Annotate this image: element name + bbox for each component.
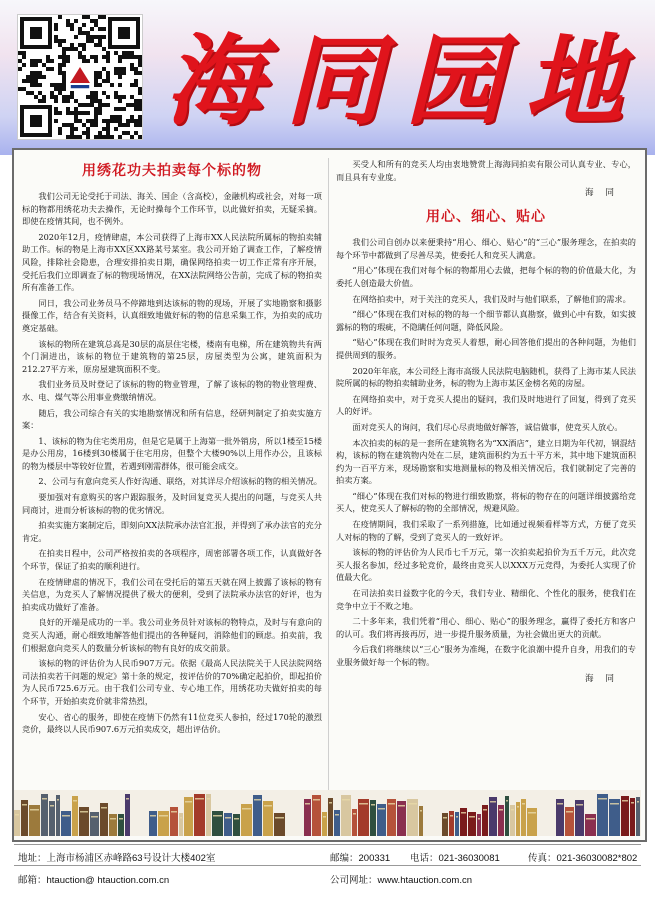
book-spine <box>334 810 340 836</box>
right-paragraph: 在司法拍卖日益数字化的今天，我们专业、精细化、个性化的服务，使我们在竞争中立于不败之地。 <box>336 588 636 611</box>
book-spine <box>387 799 396 836</box>
book-band <box>490 801 496 803</box>
book-band <box>57 799 59 801</box>
book-spine <box>90 812 99 836</box>
right-paragraph: 2020年年底，本公司经上海市高级人民法院电脑随机，获得了上海市某人民法院所属的标的物拍卖辅助业务，标的物为上海市某区金榜名苑的房屋。 <box>336 365 636 389</box>
left-paragraph: 在拍卖日程中，公司严格按拍卖的各项程序，周密部署各项工作，认真做好各个环节，保证了拍卖的顺利进行。 <box>22 548 322 572</box>
book-band <box>323 816 326 818</box>
right-article-body <box>336 236 636 668</box>
book-spine <box>636 797 640 836</box>
book-band <box>73 800 77 802</box>
book-band <box>420 810 422 812</box>
book-band <box>126 798 129 800</box>
book-spine <box>477 814 481 836</box>
book-spine <box>224 813 232 836</box>
book-spine <box>14 810 20 836</box>
book-spine <box>206 794 211 836</box>
book-band <box>275 817 284 819</box>
book-spine <box>407 799 418 836</box>
book-spine <box>597 794 608 836</box>
left-paragraph: 拍卖实施方案制定后，即刻向XX法院承办法官汇报，并得到了承办法官的充分肯定。 <box>22 520 322 543</box>
book-spine <box>125 794 130 836</box>
left-paragraph: 1、该标的物为住宅类用房，但是它是属于上海第一批外销房，所以1楼至15楼是办公用房，16楼到30楼属于住宅用房，但整个大楼90%以上用作办公，且该标的物为楼层中等较好位置，若遇到刚需群体，很可能会成交。 <box>22 435 322 471</box>
book-spine <box>358 799 369 836</box>
book-band <box>234 818 239 820</box>
left-paragraph: 该标的物所在建筑总高是30层的高层住宅楼，楼南有电梯，所在建筑物共有两个门洞进出，该标的物位于建筑物的第25层，房屋类型为公寓，建筑面积为212.27平方米，原房屋建筑面积不变。 <box>22 338 322 374</box>
book-band <box>185 801 192 803</box>
bookshelf-graphic <box>14 790 641 836</box>
book-band <box>101 807 107 809</box>
book-band <box>637 801 639 803</box>
signature-1: 海同 <box>584 188 626 199</box>
book-band <box>225 817 231 819</box>
book-band <box>91 816 98 818</box>
book-band <box>353 813 356 815</box>
right-paragraph: 今后我们将继续以“三心”服务为准绳，在数字化浪潮中提升自身，用我们的专业服务做好每一个标的物。 <box>336 644 636 667</box>
book-band <box>408 803 417 805</box>
book-spine <box>179 813 183 836</box>
header-banner <box>0 0 655 155</box>
left-paragraph: 安心、省心的服务，即使在疫情下仍然有11位竞买人参拍，经过170轮的激烈竞价，最终以人民币907.6万元拍卖成交，超出评估价。 <box>22 711 322 735</box>
book-spine <box>118 814 124 836</box>
book-band <box>80 811 88 813</box>
footer-divider-top <box>14 844 641 845</box>
book-band <box>610 803 619 805</box>
book-band <box>622 800 628 802</box>
right-paragraph: 二十多年来，我们凭着“用心、细心、贴心”的服务理念，赢得了委托方和客户的认可。我们将再接再厉，进一步提升服务质量，为社会做出更大的贡献。 <box>336 616 636 639</box>
right-paragraph: “贴心”体现在我们时时为竞买人着想，耐心回答他们提出的各种问题，为他们提供周到的服务。 <box>336 337 636 360</box>
left-paragraph: 要加强对有意购买的客户跟踪服务，及时回复竞买人提出的问题，与竞买人共同商讨，进而分析该标的物的优劣情况。 <box>22 492 322 515</box>
book-spine <box>149 811 157 836</box>
right-paragraph: 面对竞买人的询问，我们尽心尽责地做好解答，诚信做事，使竞买人放心。 <box>352 421 623 432</box>
book-spine <box>489 797 497 836</box>
book-band <box>478 818 480 820</box>
book-band <box>461 812 466 814</box>
book-spine <box>304 799 311 836</box>
book-band <box>450 815 453 817</box>
footer-postcode: 邮编：200331 <box>330 853 391 864</box>
footer-address: 地址：上海市杨浦区赤峰路63号设计大楼402室 <box>18 853 216 864</box>
book-spine <box>442 813 448 836</box>
book-spine <box>274 813 285 836</box>
book-band <box>506 800 508 802</box>
book-band <box>566 811 573 813</box>
book-band <box>264 805 272 807</box>
book-band <box>378 808 385 810</box>
book-spine <box>56 795 60 836</box>
book-band <box>586 818 595 820</box>
book-band <box>359 803 368 805</box>
book-band <box>42 798 47 800</box>
left-paragraph: 我们业务员及时登记了该标的物的物业管理，了解了该标的物的物业管理费、水、电、煤气等公用事业费缴纳情况。 <box>22 379 322 402</box>
book-spine <box>455 812 459 836</box>
signature-2: 海同 <box>584 673 626 684</box>
left-paragraph: 2020年12月，疫情肆虐，本公司获得了上海市XX人民法院所属标的物拍卖辅助工作。标的物是上海市XX区XX路某号某室。我公司开始了调查工作，了解疫情风险，排除社会隐患，合理安排拍卖日期，确保网络拍卖一切工作正常有序开展，受托后我们立即调查了标的物现场情况，在XX法院网络公告前，完成了标的物拍卖所有准备工作。 <box>22 231 322 293</box>
book-spine <box>158 811 169 836</box>
right-paragraph: “用心”体现在我们对每个标的物都用心去做，把每个标的物的价值最大化，为委托人创造最大价值。 <box>336 265 636 288</box>
left-paragraph: 良好的开端是成功的一半。我公司业务员针对该标的物特点，及时与有意向的竞买人沟通，耐心细致地解答他们提出的各种疑问，消除他们的顾虑。拍卖前，我们根据意向竞买人的数量分析该标的物有良好的成交前景。 <box>22 617 322 653</box>
book-spine <box>505 796 509 836</box>
book-spine <box>233 814 240 836</box>
left-column <box>22 158 322 818</box>
right-intro-paragraph: 买受人和所有的竞买人均由衷地赞赏上海海同拍卖有限公司认真专业、专心，而且具有专业度。 <box>336 159 636 182</box>
book-band <box>528 812 536 814</box>
book-band <box>213 815 222 817</box>
book-band <box>150 815 156 817</box>
book-spine <box>328 798 333 836</box>
book-band <box>254 799 261 801</box>
book-spine <box>212 811 223 836</box>
qr-code <box>17 14 143 140</box>
book-band <box>195 798 204 800</box>
book-band <box>329 802 332 804</box>
book-band <box>598 798 607 800</box>
book-spine <box>72 796 78 836</box>
book-band <box>159 815 168 817</box>
book-spine <box>184 797 193 836</box>
book-spine <box>630 798 635 836</box>
footer-phone: 电话：021-36030081 <box>410 853 500 864</box>
book-band <box>576 804 583 806</box>
right-paragraph: 在网络拍卖中，对于竞买人提出的疑问，我们及时地进行了回复，得到了竞买人的好评。 <box>336 393 636 417</box>
book-spine <box>585 814 596 836</box>
right-column <box>336 158 636 818</box>
book-band <box>522 803 525 805</box>
book-band <box>180 817 182 819</box>
left-paragraph: 随后，我公司综合有关的实地勘察情况和所有信息，经研判制定了拍卖实施方案： <box>22 407 322 431</box>
book-band <box>342 799 350 801</box>
right-paragraph: 该标的物的评估价为人民币七千万元，第一次拍卖起拍价为五千万元，此次竞买人报名参加，经过多轮竞价，最终由竞买人以XXX万元竞得，为委托人实现了价值最大化。 <box>336 547 636 583</box>
right-paragraph: “细心”体现在我们对标的物进行细致勘察，将标的物存在的问题详细披露给竞买人，使竞买人了解标的物的全部情况，规避风险。 <box>336 490 636 514</box>
left-paragraph: 同日，我公司业务员马不停蹄地到达该标的物的现场，开展了实地勘察和摄影摄像工作，结合有关资料，认真细致地做好标的物的信息采集工作，为拍卖的成功奠定基础。 <box>22 297 322 333</box>
book-spine <box>468 812 476 836</box>
book-band <box>110 818 116 820</box>
book-spine <box>322 812 327 836</box>
book-band <box>511 809 514 811</box>
book-band <box>22 804 27 806</box>
content-frame <box>12 148 647 842</box>
book-band <box>456 816 458 818</box>
book-band <box>388 803 395 805</box>
book-band <box>631 802 634 804</box>
book-band <box>242 808 251 810</box>
book-spine <box>621 796 629 836</box>
right-paragraph: 我们公司自创办以来便秉持“用心、细心、贴心”的“三心”服务理念，在拍卖的每个环节中都做到了尽善尽美，使委托人和竞买人满意。 <box>336 237 636 260</box>
book-spine <box>449 811 454 836</box>
book-band <box>50 805 54 807</box>
book-band <box>119 818 123 820</box>
book-band <box>371 804 375 806</box>
book-band <box>517 806 519 808</box>
book-band <box>483 809 487 811</box>
right-paragraph: “细心”体现在我们对标的物的每一个细节都认真勘察，做到心中有数，如实披露标的物的瑕疵，不隐瞒任何问题，降低风险。 <box>336 309 636 332</box>
column-divider <box>328 158 329 818</box>
qr-code-graphic <box>18 15 142 139</box>
book-band <box>62 815 70 817</box>
right-paragraph: 在疫情期间，我们采取了一系列措施，比如通过视频看样等方式，方便了竞买人对标的物的了解，受到了竞买人的一致好评。 <box>336 519 636 542</box>
book-spine <box>556 799 564 836</box>
footer-website[interactable]: 公司网址：www.htauction.com.cn <box>330 875 473 886</box>
book-band <box>15 814 19 816</box>
bookshelf-illustration <box>14 790 641 836</box>
right-paragraph: 在网络拍卖中，对于关注的竞买人，我们及时与他们联系，了解他们的需求。 <box>352 293 631 304</box>
footer-email[interactable]: 邮箱：htauction@ htauction.com.cn <box>18 875 170 886</box>
book-band <box>398 805 405 807</box>
book-band <box>557 803 563 805</box>
book-spine <box>61 811 71 836</box>
right-paragraph: 本次拍卖的标的是一套所在建筑物名为“XX酒店”，建立日期为年代初，钢混结构，该标的物在建筑物内处在二层，建筑面积约为五十平方米，其中地下建筑面积约为一百平方米，现场勘察和实地测量标的物及相关情况后，我们就制定了完善的拍卖方案。 <box>336 437 636 486</box>
book-spine <box>109 814 117 836</box>
book-band <box>207 798 210 800</box>
masthead-title: 海同园地 <box>165 24 645 139</box>
book-band <box>313 799 320 801</box>
book-spine <box>341 795 351 836</box>
footer <box>0 842 655 917</box>
left-paragraph: 在疫情肆虐的情况下，我们公司在受托后的第五天就在网上披露了该标的物有关信息，为竞买人了解情况提供了极大的便利，受到了法院承办法官的好评，也为拍卖成功做好了准备。 <box>22 576 322 612</box>
book-band <box>443 817 447 819</box>
book-spine <box>41 794 48 836</box>
book-band <box>469 816 475 818</box>
left-paragraph: 该标的物的评估价为人民币907万元。依据《最高人民法院关于人民法院网络司法拍卖若干问题的规定》第十条的规定，按评估价的70%确定起拍价，即起拍价为人民币725.6万元。由于我们公司专业、专心地工作，用绣花功夫做好拍卖的每个环节，开始拍卖竞价就非常热烈， <box>22 658 322 706</box>
book-band <box>305 803 310 805</box>
book-spine <box>194 794 205 836</box>
left-article-body <box>22 190 322 736</box>
book-spine <box>312 795 321 836</box>
left-paragraph: 我们公司无论受托于司法、海关、国企（含高校），金融机构或社会，对每一项标的物都用绣花功夫去操作，无论时操每个工作环节，以此做好拍卖，无疑采摘。即使在疫情其间，也不例外。 <box>22 191 322 227</box>
left-paragraph: 2、公司与有意向竞买人作好沟通、联络，对其详尽介绍该标的物的相关情况。 <box>38 476 322 487</box>
book-spine <box>521 799 526 836</box>
footer-fax: 传真：021-36030082*802 <box>528 853 638 864</box>
book-spine <box>253 795 262 836</box>
book-band <box>499 809 503 811</box>
book-spine <box>609 799 620 836</box>
left-headline: 用绣花功夫拍卖每个标的物 <box>82 163 262 179</box>
book-band <box>171 811 177 813</box>
right-headline: 用心、细心、贴心 <box>426 209 546 226</box>
right-intro-body <box>336 158 636 183</box>
book-band <box>335 814 339 816</box>
footer-divider-middle <box>14 865 641 866</box>
book-band <box>30 809 39 811</box>
